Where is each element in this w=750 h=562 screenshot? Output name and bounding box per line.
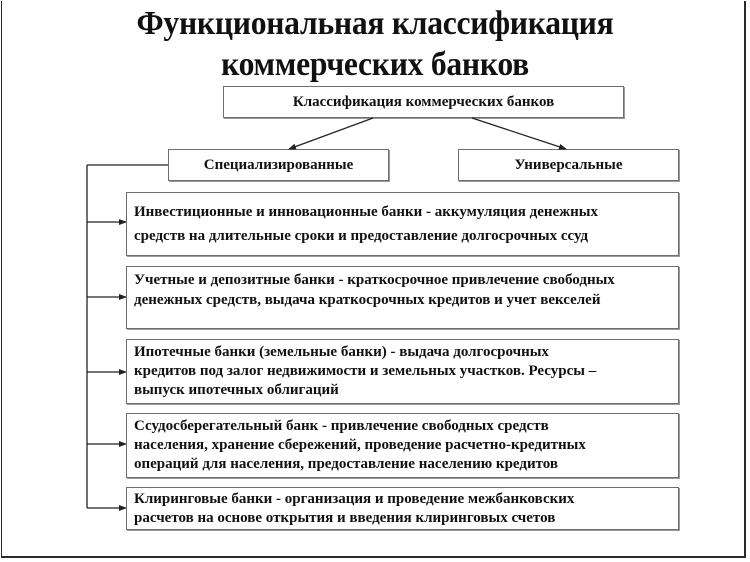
- universal-branch-label: Универсальные: [514, 156, 623, 173]
- type-2-line-1: Учетные и депозитные банки - краткосрочное привлечение свободных: [134, 272, 615, 288]
- type-3-line-1: Ипотечные банки (земельные банки) - выдача долгосрочных: [134, 344, 549, 360]
- type-3-line-2: кредитов под залог недвижимости и земельных участков. Ресурсы –: [134, 363, 597, 379]
- specialized-branch-label: Специализированные: [203, 156, 354, 173]
- specialized-type-box-deposit: [126, 266, 679, 329]
- type-4-line-2: населения, хранение сбережений, проведение расчетно-кредитных: [134, 437, 586, 453]
- type-5-line-2: расчетов на основе открытия и введения клиринговых счетов: [134, 510, 556, 526]
- specialized-type-box-clearing: [126, 487, 679, 530]
- type-4-line-3: операций для населения, предоставление населению кредитов: [134, 456, 558, 472]
- arrow-root-to-specialized: [289, 118, 373, 149]
- type-1-line-2: средств на длительные сроки и предоставление долгосрочных ссуд: [134, 228, 589, 244]
- type-3-line-3: выпуск ипотечных облигаций: [134, 382, 339, 398]
- type-4-line-1: Ссудосберегательный банк - привлечение свободных средств: [134, 418, 549, 434]
- type-2-line-2: денежных средств, выдача краткосрочных кредитов и учет векселей: [134, 292, 601, 308]
- slide-title-line-1: Функциональная классификация: [136, 5, 614, 42]
- specialized-type-box-investment: [126, 192, 679, 256]
- type-5-line-1: Клиринговые банки - организация и проведение межбанковских: [134, 491, 575, 507]
- arrow-root-to-universal: [472, 118, 566, 149]
- root-node-label: Классификация коммерческих банков: [292, 93, 555, 110]
- specialized-type-box-mortgage: [126, 339, 679, 404]
- slide-title-line-2: коммерческих банков: [221, 46, 529, 83]
- type-1-line-1: Инвестиционные и инновационные банки - аккумуляция денежных: [134, 204, 598, 220]
- specialized-type-box-savings-loan: [126, 413, 679, 478]
